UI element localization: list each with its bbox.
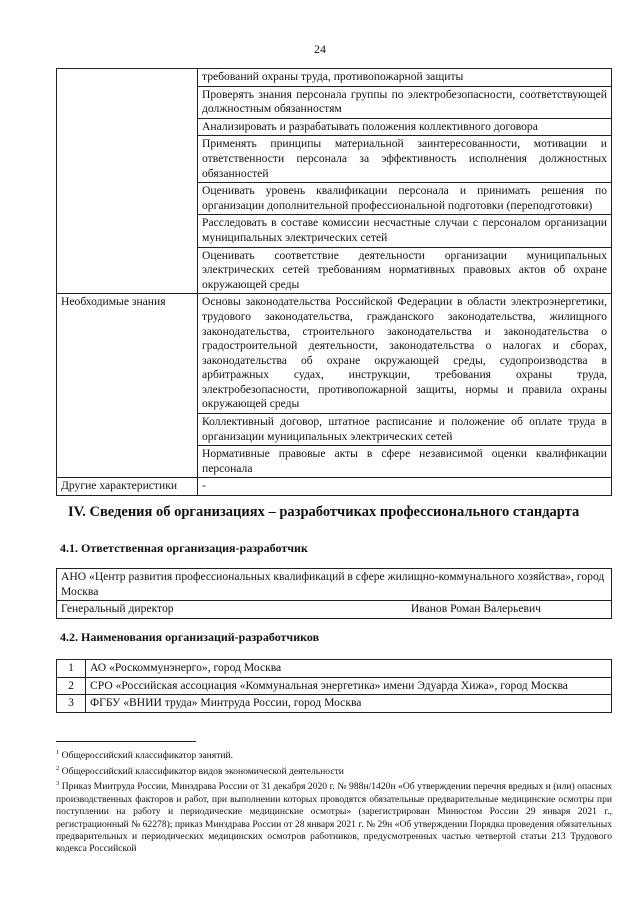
knowledge-cell: Основы законодательства Российской Федерации в области электроэнергетики, трудового законодательства, гражданского законодательства, жилищного законодательства, строительного законодательства и законодательства о градостроительной деятельности, законодательства о налогах и сборах, законодательства об охране окружающей среды, судопроизводства в арбитражных судах, инструкции, требования охраны труда, электробезопасности, противопожарной защиты, нормы и правила охраны окружающей среды: [198, 294, 612, 414]
table-row: [57, 478, 612, 496]
footnote-text: Общероссийский классификатор занятий.: [61, 750, 234, 762]
footnote: [56, 778, 612, 856]
page-number: 24: [314, 42, 326, 56]
responsible-org-box: [56, 568, 612, 619]
skills-label-cell: [57, 69, 198, 294]
skill-cell: Оценивать уровень квалификации персонала и принимать решения по организации дополнительной профессиональной подготовки (переподготовки): [198, 183, 612, 215]
footnote-text: Общероссийский классификатор видов экономической деятельности: [61, 765, 344, 777]
footnote-mark: 3: [56, 780, 60, 788]
skill-cell: Расследовать в составе комиссии несчастные случаи с персоналом организации муниципальных электрических сетей: [198, 215, 612, 247]
developer-orgs-heading: 4.2. Наименования организаций-разработчиков: [60, 630, 320, 644]
footnote: [56, 763, 612, 779]
responsible-org-heading: 4.1. Ответственная организация-разработчик: [60, 541, 308, 555]
skill-cell: Проверять знания персонала группы по электробезопасности, соответствующей должностным обязанностям: [198, 86, 612, 118]
director-position: Генеральный директор: [57, 601, 260, 619]
other-characteristics-label: Другие характеристики: [57, 478, 198, 496]
org-name: СРО «Российская ассоциация «Коммунальная энергетика» имени Эдуарда Хижа», город Москва: [86, 677, 612, 695]
table-row: [57, 294, 612, 414]
other-characteristics-value: -: [198, 478, 612, 496]
row-number: 1: [57, 660, 86, 678]
table-row: [57, 695, 612, 713]
section-iv-title: IV. Сведения об организациях – разработчиках профессионального стандарта: [68, 504, 580, 520]
table-row: [57, 677, 612, 695]
org-name: АО «Роскоммунэнерго», город Москва: [86, 660, 612, 678]
footnote-divider: [56, 741, 196, 742]
footnote-mark: 1: [56, 749, 60, 756]
footnotes: [56, 747, 612, 856]
skill-cell: Оценивать соответствие деятельности организации муниципальных электрических сетей требованиям нормативных правовых актов об охране окружающей среды: [198, 247, 612, 294]
labor-functions-table: [56, 68, 612, 496]
developer-orgs-table: [56, 659, 612, 713]
footnote: [56, 747, 612, 763]
footnote-text: Приказ Минтруда России, Минздрава России от 31 декабря 2020 г. № 988н/1420н «Об утверждении перечня вредных и (или) опасных производственных факторов и работ, при выполнении которых проводятся обязательные предварительные медицинские осмотры при поступлении на работу и периодические медицинские осмотры» (зарегистрирован Минюстом России 29 января 2021 г., регистрационный № 62278); приказ Минздрава России от 28 января 2021 г. № 29н «Об утверждении Порядка проведения обязательных предварительных и периодических медицинских осмотров работников, предусмотренных частью четвертой статьи 213 Трудового кодекса Российской: [56, 781, 612, 855]
knowledge-label: Необходимые знания: [57, 294, 198, 478]
table-row: [57, 569, 612, 601]
knowledge-cell: Нормативные правовые акты в сфере независимой оценки квалификации персонала: [198, 446, 612, 478]
table-row: [57, 660, 612, 678]
table-row: [57, 601, 612, 619]
row-number: 3: [57, 695, 86, 713]
knowledge-cell: Коллективный договор, штатное расписание и положение об оплате труда в организации муниципальных электрических сетей: [198, 414, 612, 446]
responsible-org-name: АНО «Центр развития профессиональных квалификаций в сфере жилищно-коммунального хозяйства», город Москва: [61, 570, 605, 598]
table-row: [57, 69, 612, 87]
director-name: Иванов Роман Валерьевич: [259, 601, 611, 619]
row-number: 2: [57, 677, 86, 695]
skill-cell: Применять принципы материальной заинтересованности, мотивации и ответственности персонала за эффективность исполнения должностных обязанностей: [198, 136, 612, 183]
skill-cell: требований охраны труда, противопожарной защиты: [198, 69, 612, 87]
org-name: ФГБУ «ВНИИ труда» Минтруда России, город Москва: [86, 695, 612, 713]
skill-cell: Анализировать и разрабатывать положения коллективного договора: [198, 118, 612, 136]
footnote-mark: 2: [56, 764, 60, 772]
